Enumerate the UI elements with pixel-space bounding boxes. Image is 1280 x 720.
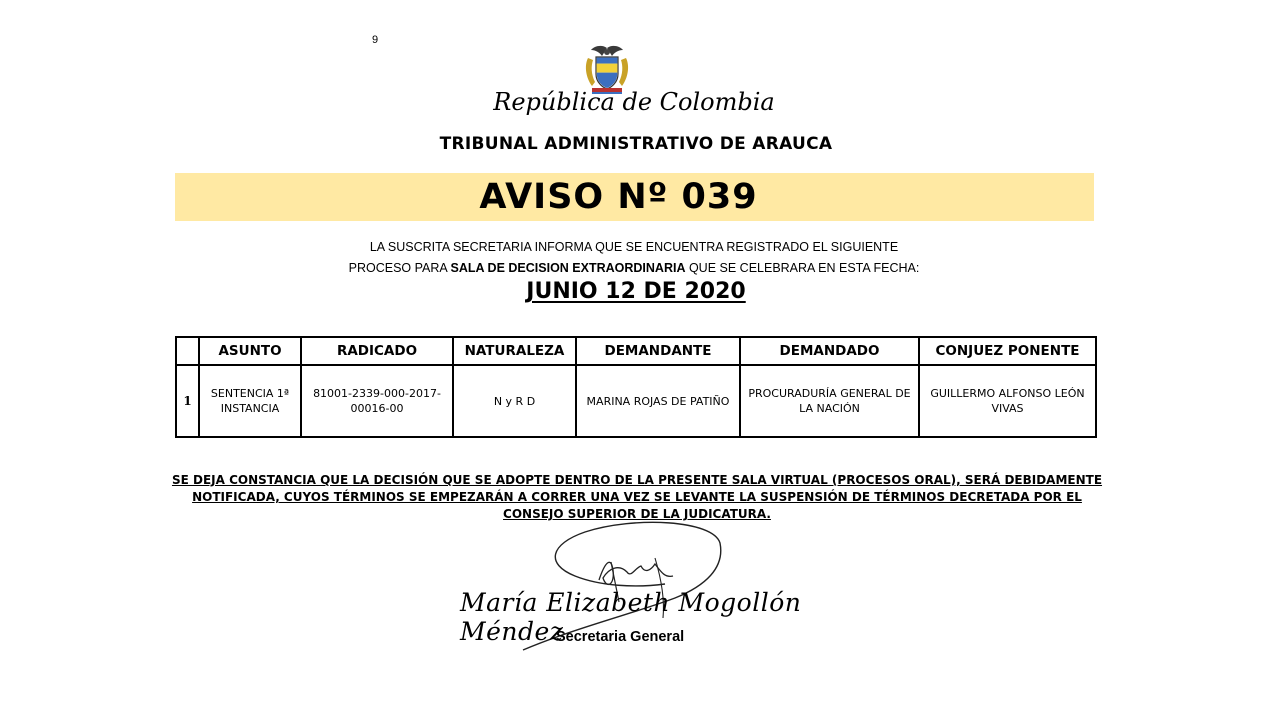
notice-line-2 <box>0 489 1274 506</box>
process-table <box>175 336 1097 438</box>
header-number <box>176 337 199 365</box>
intro-line-2 <box>0 258 1268 279</box>
header-demandante: DEMANDANTE <box>576 337 740 365</box>
session-date-text: JUNIO 12 DE 2020 <box>526 279 746 304</box>
session-date <box>0 279 1272 304</box>
notice-line-1-text: SE DEJA CONSTANCIA QUE LA DECISIÓN QUE SE ADOPTE DENTRO DE LA PRESENTE SALA VIRTUAL (PROCESOS ORAL), SERÁ DEBIDAMENTE <box>171 473 1103 487</box>
aviso-title: AVISO Nº 039 <box>479 177 758 217</box>
intro-line-2-start: PROCESO PARA <box>348 261 451 275</box>
intro-line-2-end: QUE SE CELEBRARA EN ESTA FECHA: <box>685 261 920 275</box>
table-header-row <box>176 337 1096 365</box>
table-row <box>176 365 1096 437</box>
header-conjuez: CONJUEZ PONENTE <box>919 337 1096 365</box>
cell-number: 1 <box>176 365 199 437</box>
cell-asunto: SENTENCIA 1ª INSTANCIA <box>199 365 301 437</box>
intro-line-1: LA SUSCRITA SECRETARIA INFORMA QUE SE ENCUENTRA REGISTRADO EL SIGUIENTE <box>369 240 899 254</box>
sala-type: SALA DE DECISION EXTRAORDINARIA <box>450 261 686 275</box>
header-radicado: RADICADO <box>301 337 453 365</box>
notice-line-3-text: CONSEJO SUPERIOR DE LA JUDICATURA. <box>503 507 771 521</box>
notice-paragraph <box>0 472 1274 523</box>
aviso-banner <box>175 173 1094 221</box>
notice-line-1 <box>0 472 1274 489</box>
header-asunto: ASUNTO <box>199 337 301 365</box>
header-naturaleza: NATURALEZA <box>453 337 576 365</box>
intro-paragraph <box>0 237 1268 279</box>
cell-radicado: 81001-2339-000-2017-00016-00 <box>301 365 453 437</box>
republic-heading: República de Colombia <box>493 88 775 116</box>
cell-demandante: MARINA ROJAS DE PATIÑO <box>576 365 740 437</box>
header-demandado: DEMANDADO <box>740 337 919 365</box>
tribunal-heading: TRIBUNAL ADMINISTRATIVO DE ARAUCA <box>439 134 833 154</box>
cell-demandado: PROCURADURÍA GENERAL DE LA NACIÓN <box>740 365 919 437</box>
cell-naturaleza: N y R D <box>453 365 576 437</box>
signer-role: Secretaria General <box>556 629 685 645</box>
page-number: 9 <box>372 34 379 46</box>
cell-conjuez: GUILLERMO ALFONSO LEÓN VIVAS <box>919 365 1096 437</box>
signer-name: María Elizabeth Mogollón Méndez <box>460 588 802 646</box>
notice-line-2-text: NOTIFICADA, CUYOS TÉRMINOS SE EMPEZARÁN A CORRER UNA VEZ SE LEVANTE LA SUSPENSIÓN DE TÉRMINOS DECRETADA POR EL <box>192 490 1082 504</box>
